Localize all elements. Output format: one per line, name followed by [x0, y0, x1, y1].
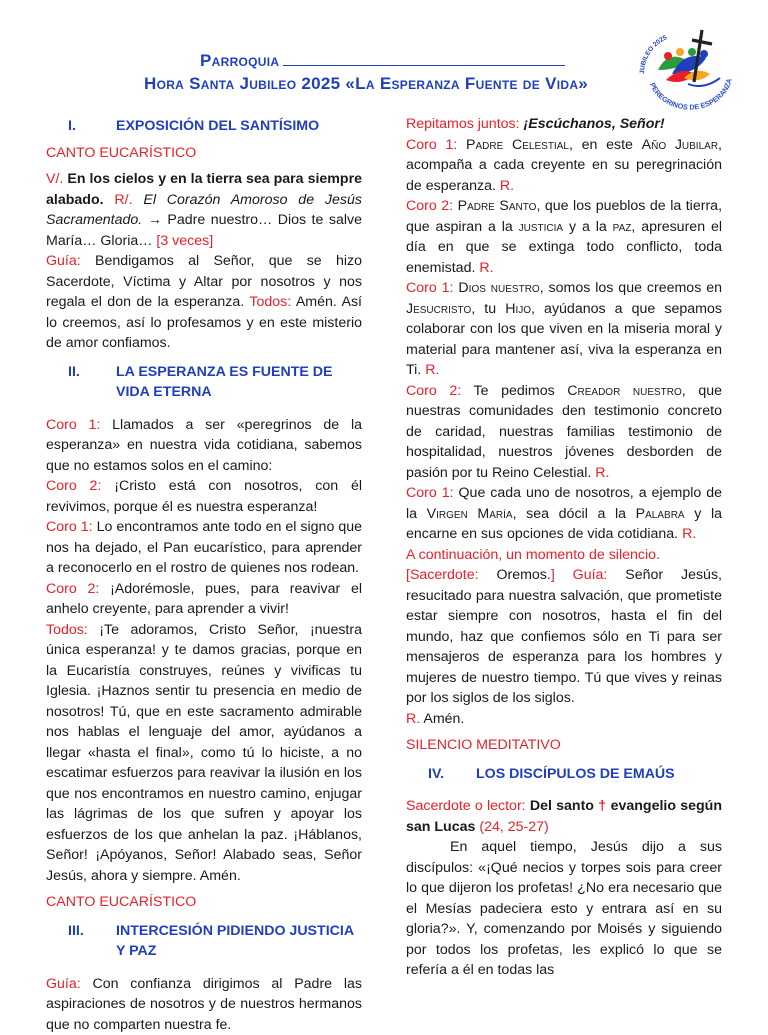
todos-text: Amén. Así lo creemos, así lo profesamos y en este misterio de amor confiamos.: [46, 294, 362, 351]
coro-label: Coro 1:: [406, 137, 457, 153]
canto-label: CANTO EUCARÍSTICO: [46, 892, 362, 913]
response-text: ¡Escúchanos, Señor!: [524, 116, 665, 132]
section-4-heading: [406, 764, 722, 785]
cross-icon: †: [598, 798, 606, 814]
silencio-label: SILENCIO MEDITATIVO: [406, 735, 722, 756]
canto-label: CANTO EUCARÍSTICO: [46, 143, 362, 164]
r-label: R/.: [114, 192, 132, 208]
petition-text: , acompaña a cada creyente en su peregrinación de esperanza.: [406, 137, 722, 194]
citation: (24, 25-27): [479, 819, 548, 835]
section-title: EXPOSICIÓN DEL SANTÍSIMO: [116, 116, 362, 137]
logo-bottom-text: PEREGRINOS DE ESPERANZA: [648, 77, 734, 111]
times-note: [3 veces]: [156, 233, 213, 249]
bracket: ]: [551, 567, 555, 583]
petition-text: , ayúdanos a que sepamos colaborar con los que viven en la miseria moral y material para mantener así, viva la esperanza en Ti.: [406, 301, 722, 379]
coro-label: Coro 2:: [406, 383, 461, 399]
parish-blank: [283, 51, 565, 66]
petition-4: [406, 381, 722, 484]
coro-label: Coro 1:: [46, 417, 100, 433]
section-2-heading: [46, 362, 362, 403]
silence-instruction: A continuación, un momento de silencio.: [406, 545, 722, 566]
todos-paragraph: [46, 620, 362, 887]
petition-text: , apresuren el día en que se extinga todo conflicto, toda enemistad.: [406, 219, 722, 276]
petition-text: , sea dócil a la: [513, 506, 636, 522]
amen-text: Amén.: [423, 711, 464, 727]
document-title: Hora Santa Jubileo 2025 «La Esperanza Fuente de Vida»: [144, 71, 588, 97]
petition-5: [406, 483, 722, 545]
coro-label: Coro 1:: [46, 519, 93, 535]
coro-paragraph: [46, 579, 362, 620]
guia-label: Guía:: [46, 253, 81, 269]
logo-figures: [658, 30, 720, 86]
petition-text: Te pedimos: [474, 383, 568, 399]
repitamos-label: Repitamos juntos:: [406, 116, 520, 132]
guia-text: Con confianza dirigimos al Padre las aspiraciones de nosotros y de nuestros hermanos que no comparten nuestra fe.: [46, 976, 362, 1033]
section-3-heading: [46, 921, 362, 962]
guia-paragraph: [46, 251, 362, 354]
petition-text: , somos los que creemos en: [540, 280, 722, 296]
amen-line: [406, 709, 722, 730]
r-label: R.: [425, 362, 439, 378]
todos-label: Todos:: [46, 622, 88, 638]
petition-1: [406, 135, 722, 197]
coro-label: Coro 1:: [406, 280, 454, 296]
sacerdote-label: [Sacerdote:: [406, 567, 479, 583]
prayers-text: → Padre nuestro… Dios te salve María… Gloria…: [46, 212, 362, 249]
petition-2: [406, 196, 722, 278]
coro-text: ¡Adorémosle, pues, para reavivar el anhelo creyente, para aprender a vivir!: [46, 581, 362, 618]
coro-text: ¡Cristo está con nosotros, con él revivimos, porque él es nuestra esperanza!: [46, 478, 362, 515]
emph-text: Creador nuestro: [567, 383, 682, 399]
section-title: LA ESPERANZA ES FUENTE DE VIDA ETERNA: [116, 362, 362, 403]
section-number: I.: [68, 116, 90, 137]
section-title: LOS DISCÍPULOS DE EMAÚS: [476, 764, 722, 785]
r-text: El Corazón Amoroso de Jesús Sacramentado.: [46, 192, 362, 229]
v-label: V/.: [46, 171, 63, 187]
petition-text: , que los pueblos de la tierra, que aspiran a la: [406, 198, 722, 235]
coro-label: Coro 1:: [406, 485, 454, 501]
todos-label: Todos:: [249, 294, 291, 310]
guia-text: Señor Jesús, resucitado para nuestra salvación, que prometiste estar siempre con nosotros, hasta el fin del mundo, haz que confiemos sólo en Ti para ser mensajeros de esperanza para los hombres y mujeres de nuestro tiempo. Tú que vives y reinas por los siglos de los siglos.: [406, 567, 722, 706]
coro-paragraph: [46, 415, 362, 477]
emph-text: Virgen María: [427, 506, 513, 522]
prayer-paragraph: [406, 565, 722, 709]
section-1-heading: [46, 116, 362, 137]
emph-text: justicia: [519, 219, 563, 235]
petition-text: , que nuestras comunidades den testimonio concreto de caridad, nuestras familias testimonio de hospitalidad, nuestros jóvenes desborden de pasión por tu Reino Celestial.: [406, 383, 722, 481]
r-label: R.: [479, 260, 493, 276]
coro-text: Lo encontramos ante todo en el signo que nos ha dejado, el Pan eucarístico, para aprender a reconocerlo en el rostro de quienes nos rodean.: [46, 519, 362, 576]
petition-text: , tu: [471, 301, 505, 317]
right-column: [406, 114, 722, 981]
petition-text: y a la: [563, 219, 613, 235]
jubilee-logo: [628, 22, 736, 114]
petition-text: y la encarne en sus opciones de vida cotidiana.: [406, 506, 722, 543]
section-number: II.: [68, 362, 90, 403]
parish-label: Parroquia: [200, 51, 279, 70]
coro-paragraph: [46, 476, 362, 517]
oremos-text: Oremos.: [496, 567, 550, 583]
response-line: [406, 114, 722, 135]
coro-label: Coro 2:: [46, 581, 99, 597]
emph-text: Jesucristo: [406, 301, 471, 317]
guia-label: Guía:: [573, 567, 608, 583]
gospel-intro: [406, 796, 722, 837]
emph-text: Padre Celestial: [466, 137, 569, 153]
r-label: R.: [595, 465, 609, 481]
gospel-heading: evangelio según san Lucas: [406, 798, 722, 835]
logo-top-text: JUBILEO 2025: [639, 34, 668, 74]
r-label: R.: [500, 178, 514, 194]
petition-3: [406, 278, 722, 381]
emph-text: Año Jubilar: [642, 137, 718, 153]
lector-label: Sacerdote o lector:: [406, 798, 526, 814]
emph-text: paz: [613, 219, 632, 235]
emph-text: Padre Santo: [458, 198, 537, 214]
r-label: R.: [406, 711, 420, 727]
gospel-text: En aquel tiempo, Jesús dijo a sus discípulos: «¡Qué necios y torpes sois para creer lo que dijeron los profetas! ¿No era necesario que el Mesías padeciera esto y entrara así en su gloria?». Y, comenzando por Moisés y siguiendo por todos los profetas, les explicó lo que se refería a él en todas las: [406, 837, 722, 981]
left-column: [46, 114, 362, 1035]
todos-text: ¡Te adoramos, Cristo Señor, ¡nuestra única esperanza! y te damos gracias, porque en la Eucaristía construyes, reúnes y vivificas tu Iglesia. ¡Haznos sentir tu presencia en medio de nosotros! Tú, que en este sacramento admirable nos hablas el lenguaje del amor, ayúdanos a llegar «hasta el final», como tú lo hiciste, a no escatimar esfuerzos para reavivar la ilusión en los que nos encontramos en nuestro camino, enjugar las lágrimas de los que sufren y apoyar los esfuerzos de los que anhelan la paz. ¡Háblanos, Señor! ¡Apóyanos, Señor! Alabado seas, Señor Jesús, ahora y siempre. Amén.: [46, 622, 362, 884]
coro-paragraph: [46, 517, 362, 579]
section-number: IV.: [428, 764, 450, 785]
coro-label: Coro 2:: [46, 478, 101, 494]
coro-label: Coro 2:: [406, 198, 453, 214]
guia-paragraph: [46, 974, 362, 1035]
coro-text: Llamados a ser «peregrinos de la esperanza» en nuestra vida cotidiana, sabemos que no estamos solos en el camino:: [46, 417, 362, 474]
petition-text: Que cada uno de nosotros, a ejemplo de la: [406, 485, 722, 522]
emph-text: Dios nuestro: [458, 280, 539, 296]
r-label: R.: [682, 526, 696, 542]
v-text: En los cielos y en la tierra sea para siempre alabado.: [46, 171, 362, 208]
gospel-heading: Del santo: [530, 798, 594, 814]
versicle-paragraph: [46, 169, 362, 251]
guia-text: Bendigamos al Señor, que se hizo Sacerdote, Víctima y Altar por nosotros y nos regala el don de la esperanza.: [46, 253, 362, 310]
section-title: INTERCESIÓN PIDIENDO JUSTICIA Y PAZ: [116, 921, 362, 962]
emph-text: Palabra: [636, 506, 685, 522]
section-number: III.: [68, 921, 90, 962]
petition-text: , en este: [569, 137, 642, 153]
guia-label: Guía:: [46, 976, 81, 992]
emph-text: Hijo: [505, 301, 531, 317]
